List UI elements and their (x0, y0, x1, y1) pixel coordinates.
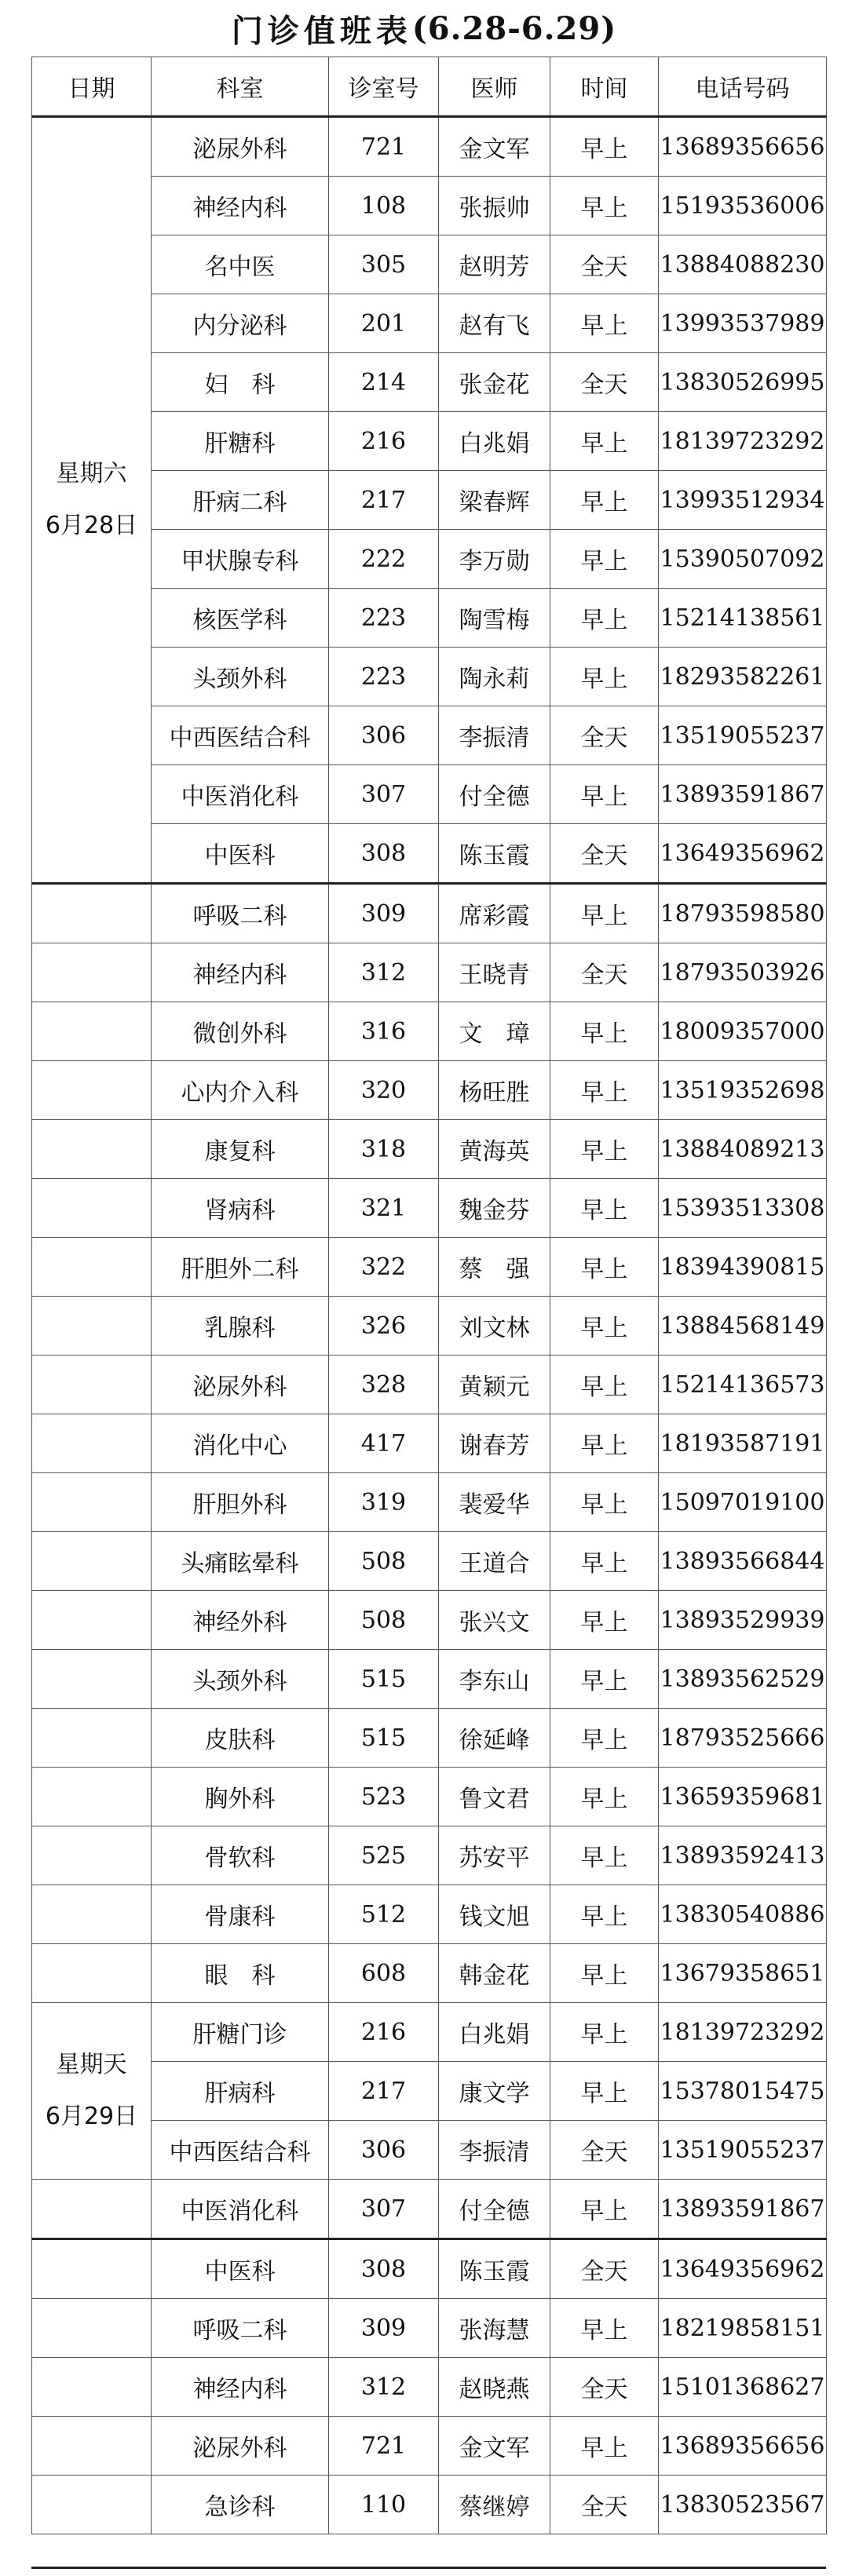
room-cell: 417 (329, 1414, 439, 1473)
date-cell-empty (32, 1120, 152, 1179)
room-cell: 312 (329, 943, 439, 1002)
room-cell: 328 (329, 1356, 439, 1414)
department-cell: 中医消化科 (152, 765, 329, 824)
department-cell: 呼吸二科 (152, 884, 329, 943)
room-cell: 316 (329, 1002, 439, 1061)
room-cell: 515 (329, 1709, 439, 1768)
department-cell: 泌尿外科 (152, 2417, 329, 2476)
phone-cell: 13830540886 (659, 1885, 827, 1944)
doctor-cell: 李振清 (439, 706, 550, 765)
time-cell: 早上 (550, 1473, 659, 1532)
weekday-label: 星期天 (56, 2051, 127, 2078)
doctor-cell: 席彩霞 (439, 884, 550, 943)
department-cell: 眼 科 (152, 1944, 329, 2003)
time-cell: 早上 (550, 294, 659, 353)
date-cell-empty (32, 1532, 152, 1591)
department-cell: 肝胆外科 (152, 1473, 329, 1532)
time-cell: 全天 (550, 353, 659, 412)
doctor-cell: 杨旺胜 (439, 1061, 550, 1120)
room-cell: 222 (329, 530, 439, 589)
date-cell-empty (32, 2358, 152, 2417)
phone-cell: 13884568149 (659, 1297, 827, 1356)
phone-cell: 18139723292 (659, 2003, 827, 2062)
time-cell: 早上 (550, 1297, 659, 1356)
time-cell: 早上 (550, 471, 659, 530)
phone-cell: 13884088230 (659, 235, 827, 294)
time-cell: 早上 (550, 589, 659, 648)
room-cell: 721 (329, 117, 439, 177)
doctor-cell: 鲁文君 (439, 1768, 550, 1826)
doctor-cell: 付全德 (439, 765, 550, 824)
department-cell: 肝胆外二科 (152, 1238, 329, 1297)
page-title (0, 0, 848, 57)
date-cell-empty (32, 2476, 152, 2534)
doctor-cell: 李东山 (439, 1650, 550, 1709)
table-row (32, 2417, 827, 2476)
table-row (32, 117, 827, 177)
time-cell: 全天 (550, 943, 659, 1002)
room-cell: 322 (329, 1238, 439, 1297)
table-row (32, 1061, 827, 1120)
doctor-cell: 白兆娟 (439, 2003, 550, 2062)
room-cell: 312 (329, 2358, 439, 2417)
time-cell: 全天 (550, 2121, 659, 2180)
header-department: 科室 (152, 57, 329, 117)
room-cell: 217 (329, 471, 439, 530)
time-cell: 早上 (550, 1532, 659, 1591)
phone-cell: 13519055237 (659, 2121, 827, 2180)
table-row (32, 2476, 827, 2534)
department-cell: 头颈外科 (152, 1650, 329, 1709)
department-cell: 头颈外科 (152, 648, 329, 706)
time-cell: 全天 (550, 824, 659, 884)
phone-cell: 13679358651 (659, 1944, 827, 2003)
room-cell: 326 (329, 1297, 439, 1356)
department-cell: 神经内科 (152, 177, 329, 235)
time-cell: 全天 (550, 235, 659, 294)
time-cell: 早上 (550, 117, 659, 177)
time-cell: 早上 (550, 1061, 659, 1120)
room-cell: 309 (329, 2299, 439, 2358)
doctor-cell: 梁春辉 (439, 471, 550, 530)
room-cell: 216 (329, 412, 439, 471)
table-row (32, 2180, 827, 2239)
phone-cell: 13689356656 (659, 117, 827, 177)
header-room: 诊室号 (329, 57, 439, 117)
date-cell-empty (32, 1650, 152, 1709)
time-cell: 早上 (550, 1768, 659, 1826)
table-row (32, 1885, 827, 1944)
table-row (32, 1297, 827, 1356)
table-row (32, 1532, 827, 1591)
room-cell: 223 (329, 589, 439, 648)
time-cell: 早上 (550, 412, 659, 471)
phone-cell: 13519055237 (659, 706, 827, 765)
doctor-cell: 韩金花 (439, 1944, 550, 2003)
table-row (32, 353, 827, 412)
time-cell: 全天 (550, 2358, 659, 2417)
department-cell: 妇 科 (152, 353, 329, 412)
doctor-cell: 金文军 (439, 2417, 550, 2476)
time-cell: 早上 (550, 648, 659, 706)
room-cell: 508 (329, 1591, 439, 1650)
phone-cell: 15193536006 (659, 177, 827, 235)
time-cell: 早上 (550, 2299, 659, 2358)
date-cell-empty (32, 1768, 152, 1826)
date-cell-empty (32, 1826, 152, 1885)
doctor-cell: 黄海英 (439, 1120, 550, 1179)
table-row (32, 1356, 827, 1414)
doctor-cell: 白兆娟 (439, 412, 550, 471)
time-cell: 早上 (550, 884, 659, 943)
department-cell: 中医科 (152, 824, 329, 884)
table-row (32, 648, 827, 706)
phone-cell: 13893591867 (659, 765, 827, 824)
table-row (32, 2239, 827, 2299)
table-row (32, 1591, 827, 1650)
date-cell (32, 2003, 152, 2180)
doctor-cell: 赵晓燕 (439, 2358, 550, 2417)
doctor-cell: 魏金芬 (439, 1179, 550, 1238)
department-cell: 康复科 (152, 1120, 329, 1179)
phone-cell: 15393513308 (659, 1179, 827, 1238)
header-doctor: 医师 (439, 57, 550, 117)
department-cell: 核医学科 (152, 589, 329, 648)
department-cell: 神经内科 (152, 2358, 329, 2417)
phone-cell: 13830523567 (659, 2476, 827, 2534)
doctor-cell: 张振帅 (439, 177, 550, 235)
title-date-range: (6.28-6.29) (411, 9, 617, 47)
table-row (32, 1768, 827, 1826)
phone-cell: 18793598580 (659, 884, 827, 943)
time-cell: 早上 (550, 1179, 659, 1238)
phone-cell: 15097019100 (659, 1473, 827, 1532)
time-cell: 早上 (550, 1709, 659, 1768)
doctor-cell: 陶永莉 (439, 648, 550, 706)
table-row (32, 1709, 827, 1768)
table-row (32, 884, 827, 943)
date-cell-empty (32, 1356, 152, 1414)
department-cell: 微创外科 (152, 1002, 329, 1061)
time-cell: 早上 (550, 1826, 659, 1885)
room-cell: 523 (329, 1768, 439, 1826)
doctor-cell: 王道合 (439, 1532, 550, 1591)
time-cell: 早上 (550, 177, 659, 235)
phone-cell: 13649356962 (659, 824, 827, 884)
department-cell: 胸外科 (152, 1768, 329, 1826)
date-label: 6月28日 (45, 512, 138, 539)
room-cell: 217 (329, 2062, 439, 2121)
department-cell: 中西医结合科 (152, 2121, 329, 2180)
table-row (32, 1120, 827, 1179)
phone-cell: 13893562529 (659, 1650, 827, 1709)
phone-cell: 13893566844 (659, 1532, 827, 1591)
table-row (32, 765, 827, 824)
room-cell: 108 (329, 177, 439, 235)
time-cell: 早上 (550, 2417, 659, 2476)
phone-cell: 18009357000 (659, 1002, 827, 1061)
doctor-cell: 陈玉霞 (439, 824, 550, 884)
table-row (32, 1826, 827, 1885)
department-cell: 肾病科 (152, 1179, 329, 1238)
time-cell: 全天 (550, 706, 659, 765)
room-cell: 508 (329, 1532, 439, 1591)
doctor-cell: 金文军 (439, 117, 550, 177)
room-cell: 308 (329, 2239, 439, 2299)
doctor-cell: 文 璋 (439, 1002, 550, 1061)
doctor-cell: 张海慧 (439, 2299, 550, 2358)
department-cell: 乳腺科 (152, 1297, 329, 1356)
table-row (32, 177, 827, 235)
room-cell: 515 (329, 1650, 439, 1709)
date-cell-empty (32, 2299, 152, 2358)
phone-cell: 18793525666 (659, 1709, 827, 1768)
table-row (32, 530, 827, 589)
phone-cell: 13993537989 (659, 294, 827, 353)
time-cell: 早上 (550, 1591, 659, 1650)
date-cell-empty (32, 2180, 152, 2239)
time-cell: 全天 (550, 2239, 659, 2299)
table-row (32, 589, 827, 648)
header-phone: 电话号码 (659, 57, 827, 117)
phone-cell: 18394390815 (659, 1238, 827, 1297)
room-cell: 525 (329, 1826, 439, 1885)
phone-cell: 18293582261 (659, 648, 827, 706)
phone-cell: 13893529939 (659, 1591, 827, 1650)
doctor-cell: 赵有飞 (439, 294, 550, 353)
doctor-cell: 赵明芳 (439, 235, 550, 294)
doctor-cell: 钱文旭 (439, 1885, 550, 1944)
date-cell-empty (32, 1414, 152, 1473)
room-cell: 305 (329, 235, 439, 294)
doctor-cell: 康文学 (439, 2062, 550, 2121)
time-cell: 早上 (550, 1120, 659, 1179)
table-row (32, 1944, 827, 2003)
time-cell: 早上 (550, 2003, 659, 2062)
department-cell: 消化中心 (152, 1414, 329, 1473)
time-cell: 早上 (550, 530, 659, 589)
table-row (32, 1414, 827, 1473)
phone-cell: 15378015475 (659, 2062, 827, 2121)
weekday-label: 星期六 (56, 460, 127, 487)
phone-cell: 13689356656 (659, 2417, 827, 2476)
phone-cell: 18193587191 (659, 1414, 827, 1473)
table-row (32, 1179, 827, 1238)
doctor-cell: 张金花 (439, 353, 550, 412)
phone-cell: 13659359681 (659, 1768, 827, 1826)
department-cell: 皮肤科 (152, 1709, 329, 1768)
doctor-cell: 徐延峰 (439, 1709, 550, 1768)
table-row (32, 1238, 827, 1297)
room-cell: 307 (329, 2180, 439, 2239)
table-row (32, 2358, 827, 2417)
table-row (32, 824, 827, 884)
room-cell: 309 (329, 884, 439, 943)
phone-cell: 13519352698 (659, 1061, 827, 1120)
phone-cell: 15214138561 (659, 589, 827, 648)
department-cell: 肝病二科 (152, 471, 329, 530)
room-cell: 608 (329, 1944, 439, 2003)
doctor-cell: 付全德 (439, 2180, 550, 2239)
duty-table-body (32, 117, 827, 2534)
phone-cell: 13830526995 (659, 353, 827, 412)
date-cell-empty (32, 1297, 152, 1356)
date-cell-empty (32, 1179, 152, 1238)
date-cell-empty (32, 1002, 152, 1061)
table-row (32, 471, 827, 530)
phone-cell: 18139723292 (659, 412, 827, 471)
room-cell: 216 (329, 2003, 439, 2062)
department-cell: 中医消化科 (152, 2180, 329, 2239)
time-cell: 早上 (550, 1650, 659, 1709)
duty-table (31, 57, 827, 2534)
department-cell: 神经内科 (152, 943, 329, 1002)
date-cell-empty (32, 1061, 152, 1120)
department-cell: 骨康科 (152, 1885, 329, 1944)
department-cell: 泌尿外科 (152, 117, 329, 177)
table-row (32, 1473, 827, 1532)
date-cell-empty (32, 2239, 152, 2299)
header-time: 时间 (550, 57, 659, 117)
department-cell: 中医科 (152, 2239, 329, 2299)
room-cell: 321 (329, 1179, 439, 1238)
room-cell: 306 (329, 706, 439, 765)
department-cell: 心内介入科 (152, 1061, 329, 1120)
doctor-cell: 王晓青 (439, 943, 550, 1002)
department-cell: 骨软科 (152, 1826, 329, 1885)
time-cell: 早上 (550, 1414, 659, 1473)
phone-cell: 13993512934 (659, 471, 827, 530)
time-cell: 全天 (550, 2476, 659, 2534)
phone-cell: 13893592413 (659, 1826, 827, 1885)
room-cell: 110 (329, 2476, 439, 2534)
phone-cell: 15101368627 (659, 2358, 827, 2417)
date-cell-empty (32, 1944, 152, 2003)
header-row (32, 57, 827, 117)
department-cell: 甲状腺专科 (152, 530, 329, 589)
table-row (32, 706, 827, 765)
doctor-cell: 李振清 (439, 2121, 550, 2180)
doctor-cell: 苏安平 (439, 1826, 550, 1885)
phone-cell: 13893591867 (659, 2180, 827, 2239)
doctor-cell: 蔡 强 (439, 1238, 550, 1297)
time-cell: 早上 (550, 2062, 659, 2121)
time-cell: 早上 (550, 1238, 659, 1297)
room-cell: 201 (329, 294, 439, 353)
room-cell: 320 (329, 1061, 439, 1120)
doctor-cell: 裴爱华 (439, 1473, 550, 1532)
room-cell: 307 (329, 765, 439, 824)
date-cell-empty (32, 1709, 152, 1768)
date-cell-empty (32, 1885, 152, 1944)
department-cell: 名中医 (152, 235, 329, 294)
header-date: 日期 (32, 57, 152, 117)
phone-cell: 15390507092 (659, 530, 827, 589)
table-row (32, 943, 827, 1002)
title-main: 门诊值班表 (231, 13, 412, 49)
table-row (32, 2003, 827, 2062)
room-cell: 318 (329, 1120, 439, 1179)
doctor-cell: 谢春芳 (439, 1414, 550, 1473)
phone-cell: 13649356962 (659, 2239, 827, 2299)
department-cell: 呼吸二科 (152, 2299, 329, 2358)
table-row (32, 2062, 827, 2121)
department-cell: 内分泌科 (152, 294, 329, 353)
department-cell: 神经外科 (152, 1591, 329, 1650)
table-row (32, 294, 827, 353)
doctor-cell: 陶雪梅 (439, 589, 550, 648)
department-cell: 头痛眩晕科 (152, 1532, 329, 1591)
date-cell-empty (32, 884, 152, 943)
time-cell: 早上 (550, 765, 659, 824)
date-cell (32, 117, 152, 884)
date-cell-empty (32, 2417, 152, 2476)
doctor-cell: 黄颖元 (439, 1356, 550, 1414)
table-row (32, 2299, 827, 2358)
room-cell: 214 (329, 353, 439, 412)
room-cell: 223 (329, 648, 439, 706)
doctor-cell: 蔡继婷 (439, 2476, 550, 2534)
date-label: 6月29日 (45, 2103, 138, 2130)
phone-cell: 13884089213 (659, 1120, 827, 1179)
department-cell: 肝糖门诊 (152, 2003, 329, 2062)
table-row (32, 412, 827, 471)
table-row (32, 235, 827, 294)
room-cell: 308 (329, 824, 439, 884)
doctor-cell: 刘文林 (439, 1297, 550, 1356)
department-cell: 泌尿外科 (152, 1356, 329, 1414)
room-cell: 306 (329, 2121, 439, 2180)
phone-cell: 18793503926 (659, 943, 827, 1002)
date-cell-empty (32, 943, 152, 1002)
doctor-cell: 张兴文 (439, 1591, 550, 1650)
time-cell: 早上 (550, 2180, 659, 2239)
phone-cell: 15214136573 (659, 1356, 827, 1414)
time-cell: 早上 (550, 1885, 659, 1944)
table-bottom-rule (31, 2567, 826, 2569)
table-row (32, 1650, 827, 1709)
department-cell: 急诊科 (152, 2476, 329, 2534)
department-cell: 肝病科 (152, 2062, 329, 2121)
room-cell: 721 (329, 2417, 439, 2476)
room-cell: 319 (329, 1473, 439, 1532)
date-cell-empty (32, 1591, 152, 1650)
time-cell: 早上 (550, 1356, 659, 1414)
phone-cell: 18219858151 (659, 2299, 827, 2358)
table-row (32, 2121, 827, 2180)
department-cell: 肝糖科 (152, 412, 329, 471)
room-cell: 512 (329, 1885, 439, 1944)
date-cell-empty (32, 1473, 152, 1532)
doctor-cell: 李万勋 (439, 530, 550, 589)
table-row (32, 1002, 827, 1061)
time-cell: 早上 (550, 1002, 659, 1061)
department-cell: 中西医结合科 (152, 706, 329, 765)
doctor-cell: 陈玉霞 (439, 2239, 550, 2299)
date-cell-empty (32, 1238, 152, 1297)
time-cell: 早上 (550, 1944, 659, 2003)
